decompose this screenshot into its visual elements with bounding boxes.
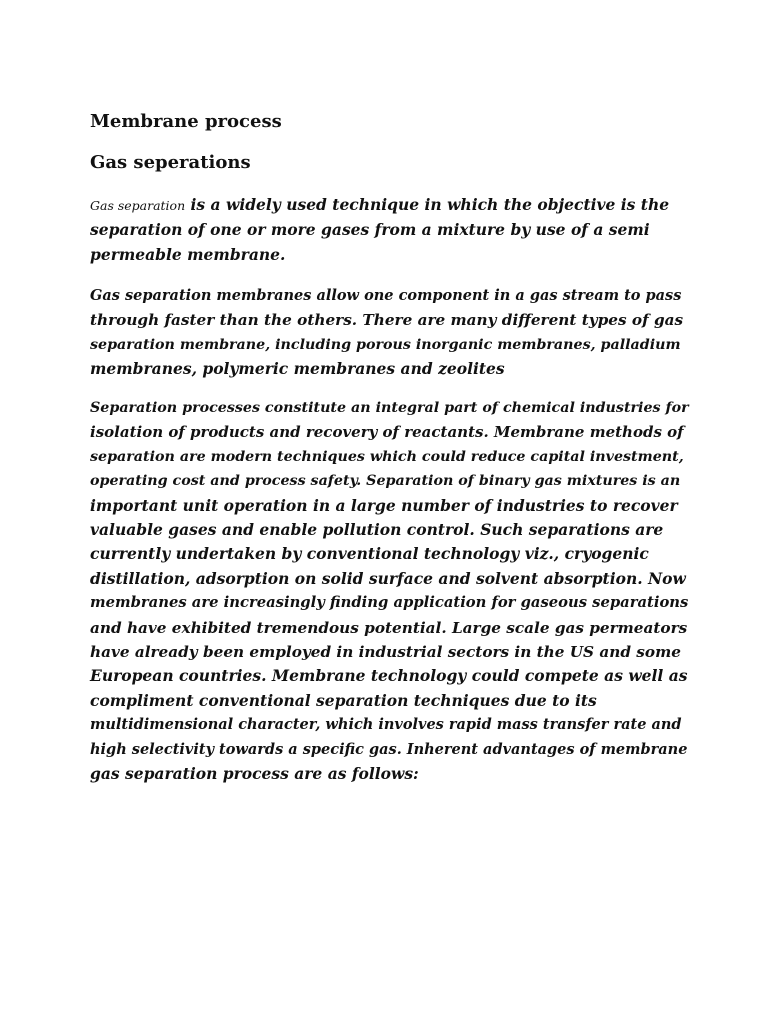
- line-text: is a widely used technique in which the objective is the: [185, 195, 670, 214]
- paragraph-line: separation are modern techniques which could reduce capital investment,: [90, 448, 684, 465]
- paragraph-line: high selectivity towards a specific gas. Inherent advantages of membrane: [90, 740, 688, 758]
- paragraph-separation-processes: [90, 396, 690, 787]
- paragraph-line: gas separation process are as follows:: [90, 764, 419, 784]
- paragraph-line: European countries. Membrane technology could compete as well as: [90, 666, 688, 686]
- paragraph-line: permeable membrane.: [90, 244, 286, 264]
- subsection-heading: Gas seperations: [90, 152, 251, 173]
- paragraph-line: compliment conventional separation techniques due to its: [90, 690, 597, 710]
- paragraph-line: valuable gases and enable pollution control. Such separations are: [90, 520, 664, 540]
- paragraph-line: [90, 193, 690, 218]
- term-lead: Gas separation: [90, 198, 186, 213]
- paragraph-line: membranes, polymeric membranes and zeolites: [90, 359, 505, 379]
- paragraph-line: Separation processes constitute an integral part of chemical industries for: [90, 400, 689, 416]
- paragraph-line: separation membrane, including porous inorganic membranes, palladium: [90, 336, 681, 353]
- paragraph-line: multidimensional character, which involves rapid mass transfer rate and: [90, 716, 682, 734]
- paragraph-line: have already been employed in industrial sectors in the US and some: [90, 643, 681, 662]
- paragraph-line: through faster than the others. There are many different types of gas: [90, 311, 684, 330]
- section-heading: Membrane process: [90, 111, 282, 132]
- paragraph-line: separation of one or more gases from a mixture by use of a semi: [90, 220, 650, 240]
- paragraph-line: important unit operation in a large number of industries to recover: [90, 495, 678, 515]
- paragraph-line: isolation of products and recovery of reactants. Membrane methods of: [90, 423, 684, 442]
- paragraph-line: Gas separation membranes allow one component in a gas stream to pass: [90, 287, 682, 304]
- paragraph-line: currently undertaken by conventional technology viz., cryogenic: [90, 544, 649, 564]
- paragraph-definition: [90, 193, 690, 267]
- paragraph-line: and have exhibited tremendous potential. Large scale gas permeators: [90, 618, 688, 637]
- paragraph-membranes: [90, 284, 690, 382]
- paragraph-line: membranes are increasingly finding application for gaseous separations: [90, 594, 689, 612]
- paragraph-line: operating cost and process safety. Separation of binary gas mixtures is an: [90, 473, 681, 490]
- paragraph-line: distillation, adsorption on solid surface and solvent absorption. Now: [90, 568, 686, 588]
